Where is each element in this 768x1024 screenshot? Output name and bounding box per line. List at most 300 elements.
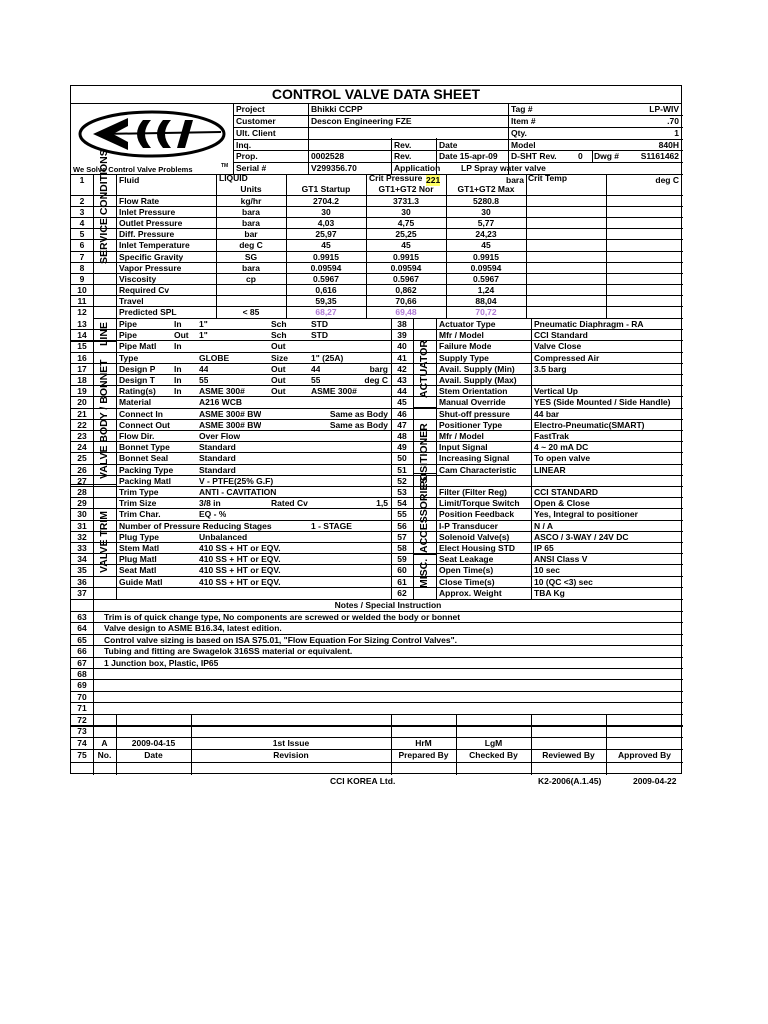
- row-number: 40: [397, 341, 407, 352]
- spec-value-2: STD: [311, 319, 328, 329]
- spec-value: Pneumatic Diaphragm - RA: [534, 319, 644, 329]
- footer-date: 2009-04-22: [633, 776, 677, 786]
- service-unit: bara: [242, 207, 260, 218]
- dsht-value: 0: [578, 151, 583, 161]
- service-value: 4,03: [317, 218, 335, 229]
- spec-value: 410 SS + HT or EQV.: [199, 543, 281, 553]
- row-line: [71, 702, 683, 703]
- revision-checked: LgM: [484, 738, 503, 748]
- spec-label-2: Rated Cv: [271, 498, 308, 509]
- revision-checked: Checked By: [469, 750, 518, 760]
- spec-label: Number of Pressure Reducing Stages: [119, 520, 272, 531]
- row-line: [71, 691, 683, 692]
- spec-label: Open Time(s): [439, 565, 494, 576]
- row-number: 31: [77, 520, 87, 531]
- spec-value: Electro-Pneumatic(SMART): [534, 419, 645, 430]
- row-number: 69: [77, 680, 87, 691]
- service-value: 25,97: [315, 229, 337, 240]
- spec-value: 10 (QC <3) sec: [534, 576, 593, 587]
- service-value: 0.5967: [393, 273, 419, 284]
- spec-value: V - PTFE(25% G.F): [199, 475, 274, 486]
- spec-value: Vertical Up: [534, 386, 578, 397]
- row-number: 10: [77, 284, 87, 295]
- row-number: 25: [77, 453, 87, 464]
- spec-value-2: 44: [311, 363, 321, 374]
- service-value: 68,27: [315, 307, 337, 317]
- row-number: 13: [77, 319, 87, 329]
- prop-label: Prop.: [236, 151, 258, 161]
- service-value: 59,35: [315, 295, 337, 306]
- application-label: Application: [394, 163, 441, 173]
- serial-label: Serial #: [236, 163, 267, 173]
- dsht-label: D-SHT Rev.: [511, 151, 557, 161]
- spec-label-2: Out: [271, 363, 286, 374]
- row-number: 1: [79, 175, 85, 185]
- service-value: 45: [321, 240, 331, 251]
- spec-sub: In: [174, 319, 182, 329]
- spec-value: 44 bar: [534, 408, 560, 419]
- spec-label: Cam Characteristic: [439, 464, 517, 475]
- col-gt1gt2-max: GT1+GT2 Max: [457, 184, 515, 194]
- row-number: 37: [77, 587, 87, 598]
- row-number: 5: [79, 229, 85, 240]
- spec-label: Trim Type: [119, 487, 159, 497]
- row-number: 72: [77, 714, 87, 725]
- spec-label: Seat Leakage: [439, 554, 494, 565]
- spec-value: 3.5 barg: [534, 363, 567, 374]
- footer-form-number: K2-2006(A.1.45): [538, 776, 602, 786]
- spec-value-2: 55: [311, 375, 321, 385]
- row-number: 24: [77, 442, 87, 453]
- note-text: Trim is of quick change type, No components are screwed or welded the body or bonnet: [104, 612, 461, 622]
- section-actuator: ACTUATOR: [418, 340, 430, 398]
- spec-label-2: Out: [271, 341, 286, 352]
- row-number: 15: [77, 341, 87, 352]
- row-number: 22: [77, 419, 87, 430]
- spec-label: Position Feedback: [439, 509, 515, 520]
- spec-label: Close Time(s): [439, 576, 495, 587]
- spec-label: Trim Char.: [119, 509, 161, 520]
- spec-label-2: Sch: [271, 319, 287, 329]
- row-number: 47: [397, 419, 407, 430]
- row-number: 71: [77, 703, 87, 714]
- spec-value: CCI Standard: [534, 330, 588, 341]
- spec-value-2: STD: [311, 330, 328, 341]
- spec-label: Flow Dir.: [119, 431, 155, 441]
- row-line: [71, 668, 683, 669]
- spec-label: Stem Matl: [119, 543, 160, 553]
- service-label: Required Cv: [119, 284, 170, 295]
- revision-no: No.: [97, 750, 112, 760]
- service-value: 0,616: [315, 284, 337, 295]
- row-number: 64: [77, 623, 87, 634]
- project-label: Project: [236, 104, 265, 114]
- service-label: Predicted SPL: [119, 307, 177, 317]
- row-number: 16: [77, 352, 87, 363]
- data-sheet: [70, 85, 682, 774]
- spec-value: ASCO / 3-WAY / 24V DC: [534, 531, 629, 542]
- spec-label: Guide Matl: [119, 576, 163, 587]
- spec-label-2: Size: [271, 352, 289, 363]
- model-value: 840H: [658, 140, 679, 150]
- spec-value: Standard: [199, 464, 236, 475]
- spec-value: 10 sec: [534, 565, 560, 576]
- section-misc: MISC.: [418, 558, 430, 588]
- section-line: LINE: [98, 322, 110, 346]
- crit-pressure-value: 221: [426, 175, 441, 185]
- spec-value: N / A: [534, 520, 554, 531]
- service-value: 0.5967: [313, 273, 339, 284]
- sheet-title: CONTROL VALVE DATA SHEET: [71, 86, 681, 104]
- application-value: LP Spray water valve: [461, 163, 546, 173]
- revision-text: 1st Issue: [272, 738, 310, 748]
- revision-date: 2009-04-15: [131, 738, 176, 748]
- service-value: 1,24: [477, 284, 495, 295]
- spec-label-2: Out: [271, 386, 286, 397]
- row-number: 21: [77, 408, 87, 419]
- spec-label: Pipe Matl: [119, 341, 157, 352]
- service-value: 69,48: [395, 307, 417, 317]
- note-text: Control valve sizing is based on ISA S75.01, "Flow Equation For Sizing Control Valves".: [104, 634, 458, 645]
- service-value: 5,77: [477, 218, 495, 229]
- service-value: 0.09594: [470, 262, 502, 273]
- service-label: Viscosity: [119, 273, 157, 284]
- row-number: 58: [397, 543, 407, 553]
- row-number: 48: [397, 431, 407, 441]
- row-number: 55: [397, 509, 407, 520]
- spec-sub: In: [174, 341, 182, 352]
- spec-label: Limit/Torque Switch: [439, 498, 520, 509]
- row-number: 11: [77, 295, 87, 306]
- row-number: 74: [77, 738, 87, 748]
- row-number: 12: [77, 307, 87, 317]
- spec-label: Plug Matl: [119, 554, 157, 565]
- note-text: Valve design to ASME B16.34, latest edition.: [104, 623, 282, 634]
- row-number: 32: [77, 531, 87, 542]
- spec-label: Approx. Weight: [439, 587, 502, 598]
- service-label: Flow Rate: [119, 196, 160, 206]
- row-number: 19: [77, 386, 87, 397]
- revision-prepared: Prepared By: [398, 750, 449, 760]
- row-number: 62: [397, 587, 407, 598]
- row-number: 60: [397, 565, 407, 576]
- spec-label: Plug Type: [119, 531, 159, 542]
- row-number: 33: [77, 543, 87, 553]
- row-number: 41: [397, 352, 407, 363]
- customer-value: Descon Engineering FZE: [311, 116, 412, 126]
- row-number: 66: [77, 646, 87, 657]
- spec-label: Design P: [119, 363, 156, 374]
- note-text: 1 Junction box, Plastic, IP65: [104, 657, 219, 668]
- spec-value: A216 WCB: [199, 397, 242, 408]
- spec-value: GLOBE: [199, 352, 230, 363]
- spec-label: Shut-off pressure: [439, 408, 510, 419]
- service-value: 30: [481, 207, 491, 218]
- spec-label: Stem Orientation: [439, 386, 508, 397]
- row-number: 51: [397, 464, 407, 475]
- service-value: 2704.2: [313, 196, 339, 206]
- col-gt1-startup: GT1 Startup: [301, 184, 351, 194]
- project-value: Bhikki CCPP: [311, 104, 363, 114]
- service-unit: deg C: [239, 240, 263, 251]
- spec-value-2: ASME 300#: [311, 386, 357, 397]
- spec-label: Packing Type: [119, 464, 174, 475]
- row-number: 75: [77, 750, 87, 760]
- spec-value: Valve Close: [534, 341, 582, 352]
- spec-label: Pipe: [119, 330, 137, 341]
- row-number: 56: [397, 520, 407, 531]
- dwg-label: Dwg #: [594, 151, 620, 161]
- spec-label: I-P Transducer: [439, 520, 498, 531]
- service-unit: SG: [244, 251, 258, 262]
- service-value: 5280.8: [473, 196, 499, 206]
- service-unit: bara: [242, 262, 260, 273]
- row-number: 67: [77, 657, 87, 668]
- date-label: Date: [439, 140, 458, 150]
- inq-label: Inq.: [236, 140, 252, 150]
- spec-value: 3/8 in: [199, 498, 221, 509]
- company-tagline: We Solve Control Valve Problems: [73, 165, 193, 174]
- service-label: Outlet Pressure: [119, 218, 183, 229]
- row-number: 30: [77, 509, 87, 520]
- spec-value: 44: [199, 363, 209, 374]
- section-positioner: POSITIONER: [418, 423, 430, 488]
- row-number: 18: [77, 375, 87, 385]
- customer-label: Customer: [236, 116, 276, 126]
- spec-label: Supply Type: [439, 352, 489, 363]
- service-value: 0.09594: [310, 262, 342, 273]
- row-number: 63: [77, 612, 87, 622]
- rev2-label: Rev.: [394, 151, 412, 161]
- cci-logo: [73, 106, 231, 178]
- spec-value: 410 SS + HT or EQV.: [199, 554, 281, 565]
- spec-extra: 1,5: [376, 498, 388, 509]
- row-number: 54: [397, 498, 407, 509]
- spec-value: To open valve: [534, 453, 591, 464]
- row-number: 42: [397, 363, 407, 374]
- spec-sub: In: [174, 386, 182, 397]
- row-number: 36: [77, 576, 87, 587]
- service-unit: cp: [246, 273, 256, 284]
- service-label: Inlet Pressure: [119, 207, 176, 218]
- spec-label: Pipe: [119, 319, 137, 329]
- row-number: 49: [397, 442, 407, 453]
- crit-pressure-label: Crit Pressure: [369, 173, 423, 183]
- row-number: 35: [77, 565, 87, 576]
- spec-label: Manual Override: [439, 397, 506, 408]
- spec-value: LINEAR: [534, 464, 566, 475]
- spec-label: Bonnet Seal: [119, 453, 169, 464]
- row-number: 44: [397, 386, 407, 397]
- spec-value: Standard: [199, 453, 236, 464]
- spec-value: Yes, Integral to positioner: [534, 509, 638, 520]
- row-number: 7: [79, 251, 85, 262]
- service-value: 4,75: [397, 218, 415, 229]
- section-valve-trim: VALVE TRIM: [98, 510, 110, 573]
- row-number: 14: [77, 330, 87, 341]
- service-value: 45: [481, 240, 491, 251]
- spec-label: Material: [119, 397, 152, 408]
- spec-value: 410 SS + HT or EQV.: [199, 565, 281, 576]
- spec-value: IP 65: [534, 543, 554, 553]
- spec-value: 1": [199, 330, 208, 341]
- service-label: Diff. Pressure: [119, 229, 175, 240]
- service-label: Inlet Temperature: [119, 240, 190, 251]
- row-number: 43: [397, 375, 407, 385]
- row-number: 53: [397, 487, 407, 497]
- tag-value: LP-WIV: [649, 104, 679, 114]
- spec-value: Compressed Air: [534, 352, 600, 363]
- row-number: 70: [77, 691, 87, 702]
- service-value: 30: [401, 207, 411, 218]
- service-value: 30: [321, 207, 331, 218]
- service-label: Travel: [119, 295, 144, 306]
- crit-temp-label: Crit Temp: [528, 173, 568, 183]
- row-number: 6: [79, 240, 85, 251]
- service-value: 0.9915: [313, 251, 339, 262]
- spec-label: Increasing Signal: [439, 453, 510, 464]
- spec-label: Solenoid Valve(s): [439, 531, 510, 542]
- row-number: 68: [77, 669, 87, 679]
- spec-value: 410 SS + HT or EQV.: [199, 576, 281, 587]
- section-accessories: ACCESSORIES: [418, 476, 430, 553]
- row-number: 61: [397, 576, 407, 587]
- service-value: 3731.3: [393, 196, 419, 206]
- spec-label: Input Signal: [439, 442, 488, 453]
- crit-pressure-unit: bara: [506, 175, 524, 185]
- spec-label: Packing Matl: [119, 475, 171, 486]
- service-value: 25,25: [395, 229, 417, 240]
- revision-no: A: [101, 738, 108, 748]
- service-unit: bara: [242, 218, 260, 229]
- spec-value: 55: [199, 375, 209, 385]
- row-number: 2: [79, 196, 85, 206]
- fluid-value: LIQUID: [219, 173, 248, 183]
- spec-value: 4 ~ 20 mA DC: [534, 442, 589, 453]
- spec-label: Trim Size: [119, 498, 157, 509]
- spec-value: Standard: [199, 442, 236, 453]
- col-units: Units: [240, 184, 262, 194]
- spec-label: Avail. Supply (Max): [439, 375, 517, 385]
- qty-value: 1: [674, 128, 679, 138]
- row-number: 57: [397, 531, 407, 542]
- spec-label: Rating(s): [119, 386, 156, 397]
- revision-reviewed: Reviewed By: [542, 750, 595, 760]
- spec-value: ASME 300#: [199, 386, 245, 397]
- spec-value: Unbalanced: [199, 531, 248, 542]
- spec-sub: In: [174, 375, 182, 385]
- row-number: 4: [79, 218, 85, 229]
- spec-value: YES (Side Mounted / Side Handle): [534, 397, 671, 408]
- cci-logo-mark: [73, 106, 231, 166]
- spec-label-2: Out: [271, 375, 286, 385]
- section-valve-body: VALVE BODY / BONNET: [98, 359, 110, 479]
- row-number: 34: [77, 554, 87, 565]
- rev-label: Rev.: [394, 140, 412, 150]
- date-value: Date 15-apr-09: [439, 151, 498, 161]
- spec-value: FastTrak: [534, 431, 569, 441]
- spec-label: Seat Matl: [119, 565, 157, 576]
- crit-temp-unit: deg C: [655, 175, 679, 185]
- row-number: 46: [397, 408, 407, 419]
- row-number: 29: [77, 498, 87, 509]
- spec-value: CCI STANDARD: [534, 487, 599, 497]
- spec-label: Mfr / Model: [439, 431, 484, 441]
- row-number: 45: [397, 397, 407, 408]
- spec-label: Bonnet Type: [119, 442, 170, 453]
- spec-value: ANTI - CAVITATION: [199, 487, 277, 497]
- spec-extra: Same as Body: [329, 419, 388, 430]
- row-number: 52: [397, 475, 407, 486]
- service-value: 0,862: [395, 284, 417, 295]
- spec-label: Failure Mode: [439, 341, 492, 352]
- qty-label: Qty.: [511, 128, 527, 138]
- service-value: 0.9915: [473, 251, 499, 262]
- spec-value: ASME 300# BW: [199, 419, 262, 430]
- row-number: 8: [79, 262, 85, 273]
- revision-date: Date: [144, 750, 163, 760]
- spec-label: Mfr / Model: [439, 330, 484, 341]
- spec-label: Actuator Type: [439, 319, 496, 329]
- service-value: 88,04: [475, 295, 497, 306]
- spec-extra: Same as Body: [329, 408, 388, 419]
- fluid-label: Fluid: [119, 175, 140, 185]
- ult-client-label: Ult. Client: [236, 128, 276, 138]
- revision-prepared: HrM: [415, 738, 432, 748]
- service-unit: < 85: [242, 307, 260, 317]
- dwg-value: S1161462: [640, 151, 679, 161]
- row-number: 20: [77, 397, 87, 408]
- row-number: 27: [77, 475, 87, 486]
- revision-approved: Approved By: [618, 750, 671, 760]
- spec-label: Design T: [119, 375, 155, 385]
- spec-value-2: 1 - STAGE: [311, 520, 352, 531]
- section-service-conditions: SERVICE CONDITIONS: [98, 149, 110, 264]
- service-unit: kg/hr: [240, 196, 262, 206]
- spec-value: ANSI Class V: [534, 554, 588, 565]
- service-label: Specific Gravity: [119, 251, 184, 262]
- row-line: [71, 679, 683, 680]
- service-unit: bar: [244, 229, 258, 240]
- row-number: 59: [397, 554, 407, 565]
- spec-sub: Out: [174, 330, 189, 341]
- footer-company: CCI KOREA Ltd.: [330, 776, 396, 786]
- spec-label-2: Sch: [271, 330, 287, 341]
- prop-value: 0002528: [311, 151, 345, 161]
- item-value: .70: [667, 116, 679, 126]
- spec-value: EQ - %: [199, 509, 227, 520]
- row-number: 38: [397, 319, 407, 329]
- spec-label: Avail. Supply (Min): [439, 363, 515, 374]
- service-value: 45: [401, 240, 411, 251]
- service-value: 24,23: [475, 229, 497, 240]
- spec-value: Open & Close: [534, 498, 590, 509]
- trademark-mark: TM: [221, 163, 229, 169]
- service-value: 70,72: [475, 307, 497, 317]
- spec-label: Type: [119, 352, 139, 363]
- row-number: 3: [79, 207, 85, 218]
- tag-label: Tag #: [511, 104, 533, 114]
- service-value: 70,66: [395, 295, 417, 306]
- spec-label: Positioner Type: [439, 419, 503, 430]
- row-number: 17: [77, 363, 87, 374]
- note-text: Tubing and fitting are Swagelok 316SS material or equivalent.: [104, 646, 353, 657]
- model-label: Model: [511, 140, 536, 150]
- row-number: 26: [77, 464, 87, 475]
- notes-title: Notes / Special Instruction: [334, 600, 442, 610]
- row-number: 50: [397, 453, 407, 464]
- spec-label: Connect Out: [119, 419, 170, 430]
